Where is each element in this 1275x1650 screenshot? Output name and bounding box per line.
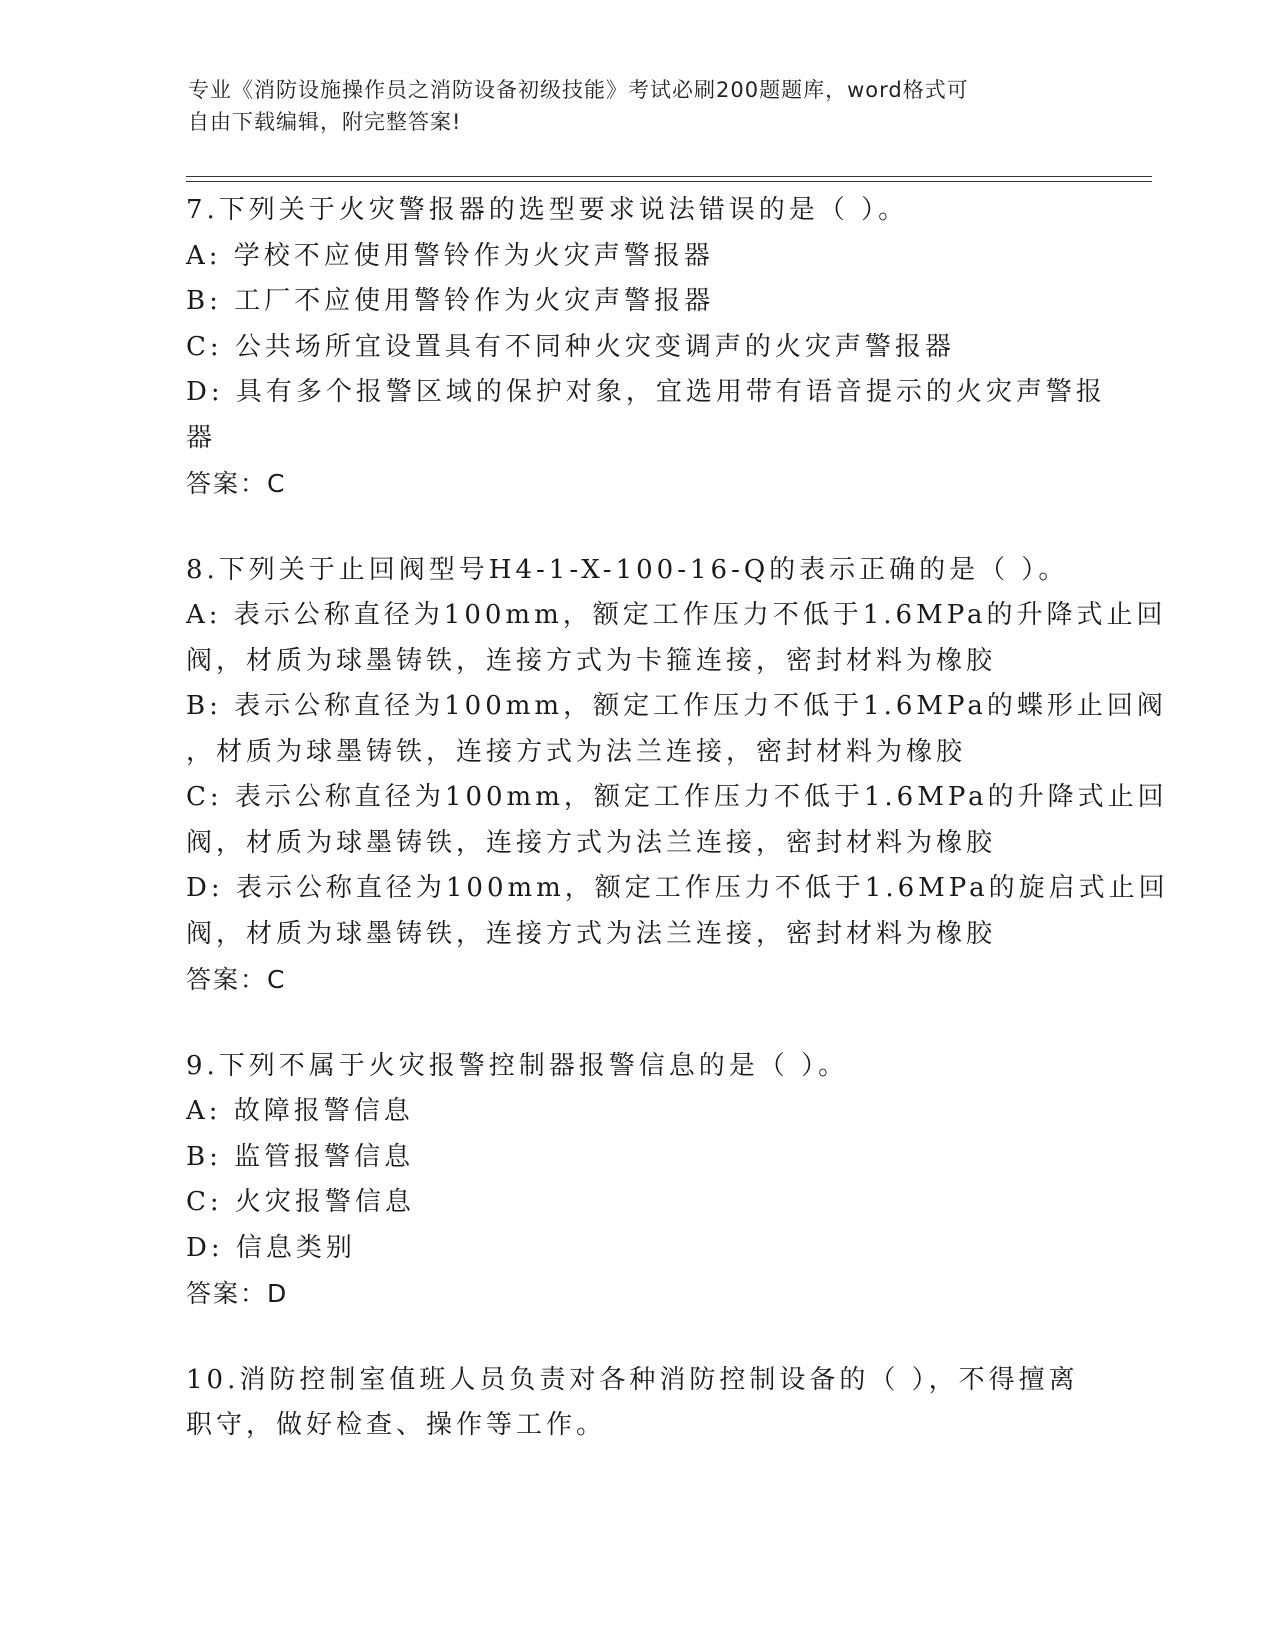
question-list bbox=[186, 188, 1169, 1490]
option-a: A: 故障报警信息 bbox=[186, 1096, 414, 1126]
option-c: C: 火灾报警信息 bbox=[186, 1187, 415, 1217]
option-a-continued: 阀，材质为球墨铸铁，连接方式为卡箍连接，密封材料为橡胶 bbox=[186, 645, 997, 676]
option-a: A: 表示公称直径为100mm，额定工作压力不低于1.6MPa的升降式止回 bbox=[186, 600, 1167, 630]
option-d: D: 具有多个报警区域的保护对象，宜选用带有语音提示的火灾声警报 bbox=[186, 377, 1106, 407]
header-divider-top bbox=[186, 176, 1152, 177]
option-d-continued: 器 bbox=[186, 422, 217, 453]
option-d: D: 信息类别 bbox=[186, 1232, 356, 1263]
option-b-continued: ，材质为球墨铸铁，连接方式为法兰连接，密封材料为橡胶 bbox=[186, 736, 967, 767]
header-divider-bottom bbox=[186, 181, 1152, 182]
option-b: B: 工厂不应使用警铃作为火灾声警报器 bbox=[186, 286, 715, 316]
question-7 bbox=[186, 188, 1106, 507]
question-stem: 7.下列关于火灾警报器的选型要求说法错误的是（ ）。 bbox=[186, 195, 909, 225]
option-d-continued: 阀，材质为球墨铸铁，连接方式为法兰连接，密封材料为橡胶 bbox=[186, 918, 997, 949]
answer-label: 答案：D bbox=[186, 1279, 289, 1308]
question-stem: 9.下列不属于火灾报警控制器报警信息的是（ ）。 bbox=[186, 1050, 849, 1081]
option-c: C: 公共场所宜设置具有不同种火灾变调声的火灾声警报器 bbox=[186, 331, 955, 362]
question-stem: 10.消防控制室值班人员负责对各种消防控制设备的（ ），不得擅离 bbox=[186, 1364, 1079, 1395]
header-line-2: 自由下载编辑，附完整答案! bbox=[188, 110, 462, 134]
option-a: A: 学校不应使用警铃作为火灾声警报器 bbox=[186, 240, 714, 271]
header-line-1: 专业《消防设施操作员之消防设备初级技能》考试必刷200题题库，word格式可 bbox=[188, 78, 969, 102]
question-stem-continued: 职守，做好检查、操作等工作。 bbox=[186, 1410, 607, 1440]
question-9 bbox=[186, 1044, 1086, 1317]
option-c-continued: 阀，材质为球墨铸铁，连接方式为法兰连接，密封材料为橡胶 bbox=[186, 827, 997, 858]
document-header bbox=[188, 74, 1068, 138]
option-b: B: 监管报警信息 bbox=[186, 1141, 415, 1172]
answer-label: 答案：C bbox=[186, 965, 287, 994]
option-b: B: 表示公称直径为100mm，额定工作压力不低于1.6MPa的蝶形止回阀 bbox=[186, 691, 1167, 721]
answer-label: 答案：C bbox=[186, 469, 287, 498]
question-stem: 8.下列关于止回阀型号H4-1-X-100-16-Q的表示正确的是（ ）。 bbox=[186, 554, 1069, 585]
option-c: C: 表示公称直径为100mm，额定工作压力不低于1.6MPa的升降式止回 bbox=[186, 782, 1168, 812]
option-d: D: 表示公称直径为100mm，额定工作压力不低于1.6MPa的旋启式止回 bbox=[186, 873, 1169, 903]
question-8 bbox=[186, 548, 1169, 1003]
question-10 bbox=[186, 1358, 1086, 1449]
